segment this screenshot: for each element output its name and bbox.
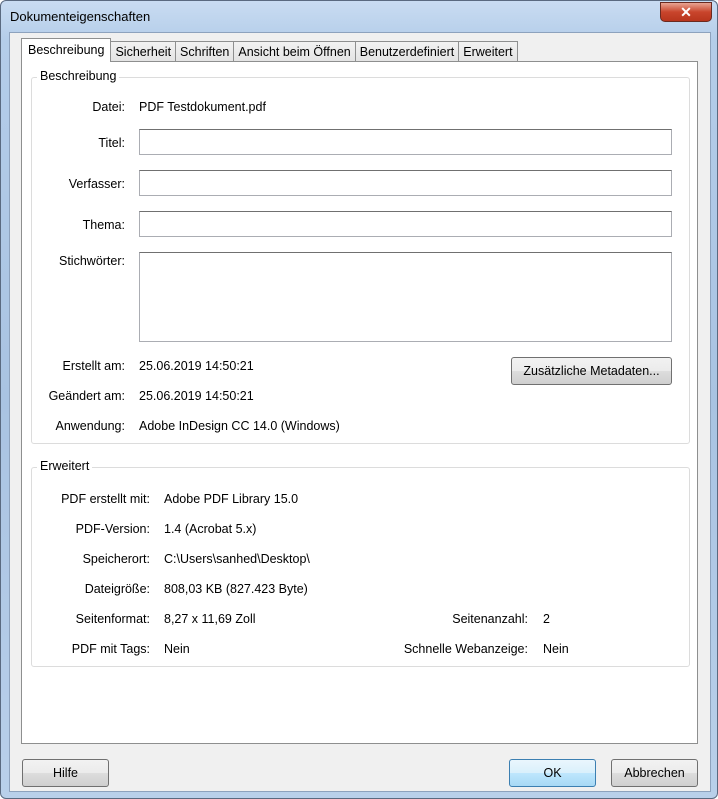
producer-value: Adobe PDF Library 15.0 [164,492,299,506]
producer-label: PDF erstellt mit: [61,492,150,506]
keywords-input[interactable] [139,252,672,342]
cancel-button[interactable]: Abbrechen [611,759,698,787]
application-value: Adobe InDesign CC 14.0 (Windows) [139,419,340,433]
keywords-label: Stichwörter: [59,254,125,268]
page-count-label: Seitenanzahl: [452,612,528,626]
pdf-version-label: PDF-Version: [75,522,150,536]
author-input[interactable] [139,170,672,196]
page-count-value: 2 [543,612,550,626]
help-button[interactable]: Hilfe [22,759,109,787]
subject-label: Thema: [82,218,125,232]
modified-label: Geändert am: [48,389,125,403]
tagged-pdf-value: Nein [164,642,190,656]
fast-web-view-value: Nein [543,642,569,656]
tagged-pdf-label: PDF mit Tags: [71,642,150,656]
tab-bar [21,39,517,62]
tab-schriften[interactable]: Schriften [175,41,234,62]
location-value: C:\Users\sanhed\Desktop\ [164,552,310,566]
created-value: 25.06.2019 14:50:21 [139,359,254,373]
tab-sicherheit[interactable]: Sicherheit [110,41,176,62]
application-label: Anwendung: [55,419,125,433]
file-size-value: 808,03 KB (827.423 Byte) [164,582,308,596]
title-input[interactable] [139,129,672,155]
close-icon: ✕ [680,4,692,20]
ok-button[interactable]: OK [509,759,596,787]
tab-ansicht-beim-oeffnen[interactable]: Ansicht beim Öffnen [233,41,355,62]
file-label: Datei: [92,100,125,114]
modified-value: 25.06.2019 14:50:21 [139,389,254,403]
group-label: Erweitert [37,459,92,473]
window-title: Dokumenteigenschaften [10,9,151,24]
tab-erweitert[interactable]: Erweitert [458,41,517,62]
pdf-version-value: 1.4 (Acrobat 5.x) [164,522,257,536]
location-label: Speicherort: [82,552,150,566]
close-button[interactable] [660,2,712,22]
subject-input[interactable] [139,211,672,237]
file-size-label: Dateigröße: [84,582,150,596]
tab-benutzerdefiniert[interactable]: Benutzerdefiniert [355,41,460,62]
title-label: Titel: [98,136,125,150]
page-size-value: 8,27 x 11,69 Zoll [164,612,256,626]
page-size-label: Seitenformat: [75,612,150,626]
fast-web-view-label: Schnelle Webanzeige: [403,642,528,656]
author-label: Verfasser: [68,177,125,191]
file-value: PDF Testdokument.pdf [139,100,266,114]
additional-metadata-button[interactable]: Zusätzliche Metadaten... [511,357,672,385]
group-label: Beschreibung [37,69,119,83]
created-label: Erstellt am: [62,359,125,373]
tab-beschreibung[interactable]: Beschreibung [21,38,111,62]
